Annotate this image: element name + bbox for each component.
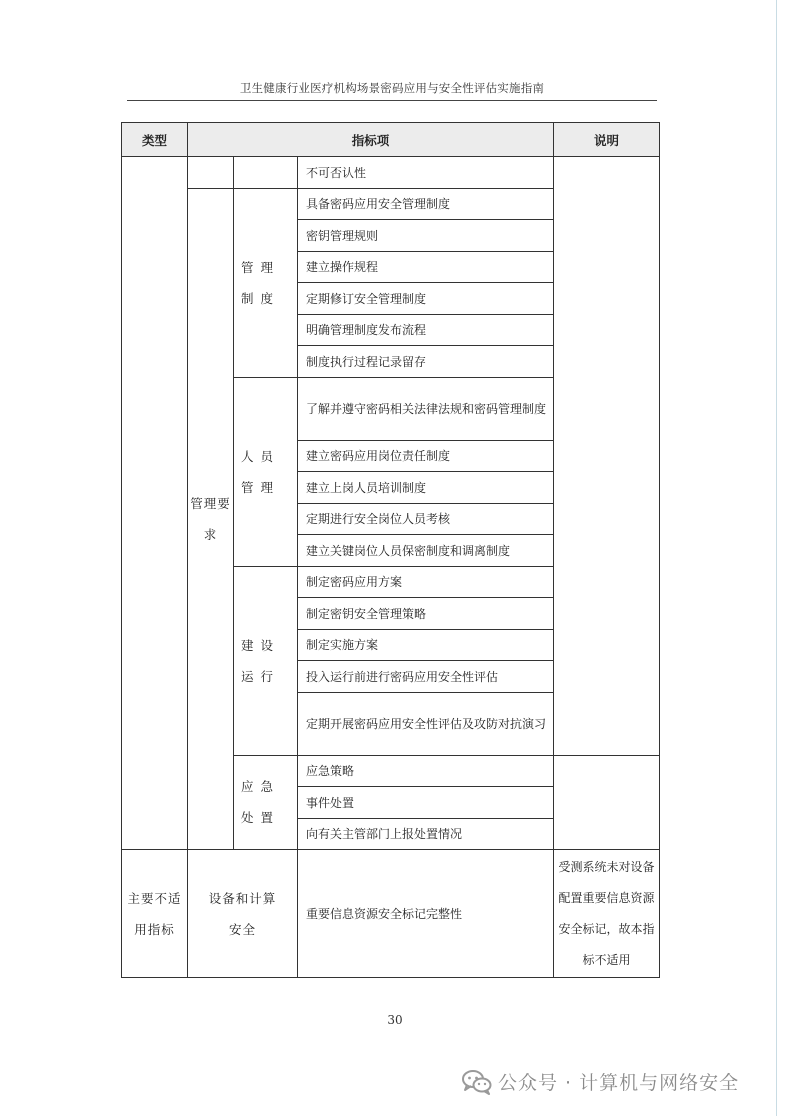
indicator-item: 应急策略 [298, 755, 554, 787]
indicator-table-container [121, 122, 660, 978]
watermark [462, 1068, 739, 1095]
indicator-item: 制定实施方案 [298, 629, 554, 661]
indicator-item: 了解并遵守密码相关法律法规和密码管理制度 [298, 377, 554, 440]
group-label-construction: 建设运行 [241, 637, 281, 684]
group-cell-empty [234, 157, 298, 189]
not-applicable-indicator-item: 重要信息资源安全标记完整性 [298, 850, 554, 978]
indicator-item: 定期修订安全管理制度 [298, 283, 554, 315]
indicator-item: 建立关键岗位人员保密制度和调离制度 [298, 535, 554, 567]
indicator-item: 建立密码应用岗位责任制度 [298, 440, 554, 472]
not-applicable-category-label: 主要不适用指标 [127, 890, 182, 937]
page-number: 30 [387, 1013, 403, 1027]
management-category-cell [188, 188, 234, 850]
group-label-personnel: 人员管理 [241, 448, 281, 495]
not-applicable-note: 受测系统未对设备配置重要信息资源安全标记，故本指标不适用 [558, 859, 655, 967]
not-applicable-category-cell [122, 850, 188, 978]
header-type: 类型 [122, 123, 188, 157]
indicator-item: 具备密码应用安全管理制度 [298, 188, 554, 220]
indicator-item: 密钥管理规则 [298, 220, 554, 252]
header-divider [127, 100, 657, 101]
not-applicable-subcategory-cell [188, 850, 298, 978]
group-cell-construction [234, 566, 298, 755]
watermark-text: 公众号 · 计算机与网络安全 [498, 1072, 740, 1094]
group-cell-emergency [234, 755, 298, 850]
subcategory-cell-empty [188, 157, 234, 189]
group-cell-personnel [234, 377, 298, 566]
page-edge-line [776, 0, 777, 1116]
wechat-icon [462, 1069, 492, 1095]
indicator-item: 制定密码应用方案 [298, 566, 554, 598]
category-cell-empty [122, 157, 188, 850]
indicator-item: 明确管理制度发布流程 [298, 314, 554, 346]
indicator-item: 制度执行过程记录留存 [298, 346, 554, 378]
indicator-item: 定期进行安全岗位人员考核 [298, 503, 554, 535]
note-cell-empty [554, 157, 660, 756]
indicator-table [121, 122, 660, 978]
header-note: 说明 [554, 123, 660, 157]
group-label-emergency: 应急处置 [241, 779, 281, 826]
indicator-item: 不可否认性 [298, 157, 554, 189]
indicator-item: 向有关主管部门上报处置情况 [298, 818, 554, 850]
indicator-item: 事件处置 [298, 787, 554, 819]
indicator-item: 投入运行前进行密码应用安全性评估 [298, 661, 554, 693]
header-indicator: 指标项 [188, 123, 554, 157]
indicator-item: 制定密钥安全管理策略 [298, 598, 554, 630]
indicator-item: 定期开展密码应用安全性评估及攻防对抗演习 [298, 692, 554, 755]
not-applicable-subcategory-label: 设备和计算安全 [208, 890, 277, 937]
indicator-item: 建立上岗人员培训制度 [298, 472, 554, 504]
indicator-item: 建立操作规程 [298, 251, 554, 283]
group-cell-institution [234, 188, 298, 377]
running-header-title: 卫生健康行业医疗机构场景密码应用与安全性评估实施指南 [239, 81, 545, 95]
group-label-institution: 管理制度 [241, 259, 281, 306]
not-applicable-note-cell [554, 850, 660, 978]
management-category-label: 管理要求 [190, 495, 231, 542]
